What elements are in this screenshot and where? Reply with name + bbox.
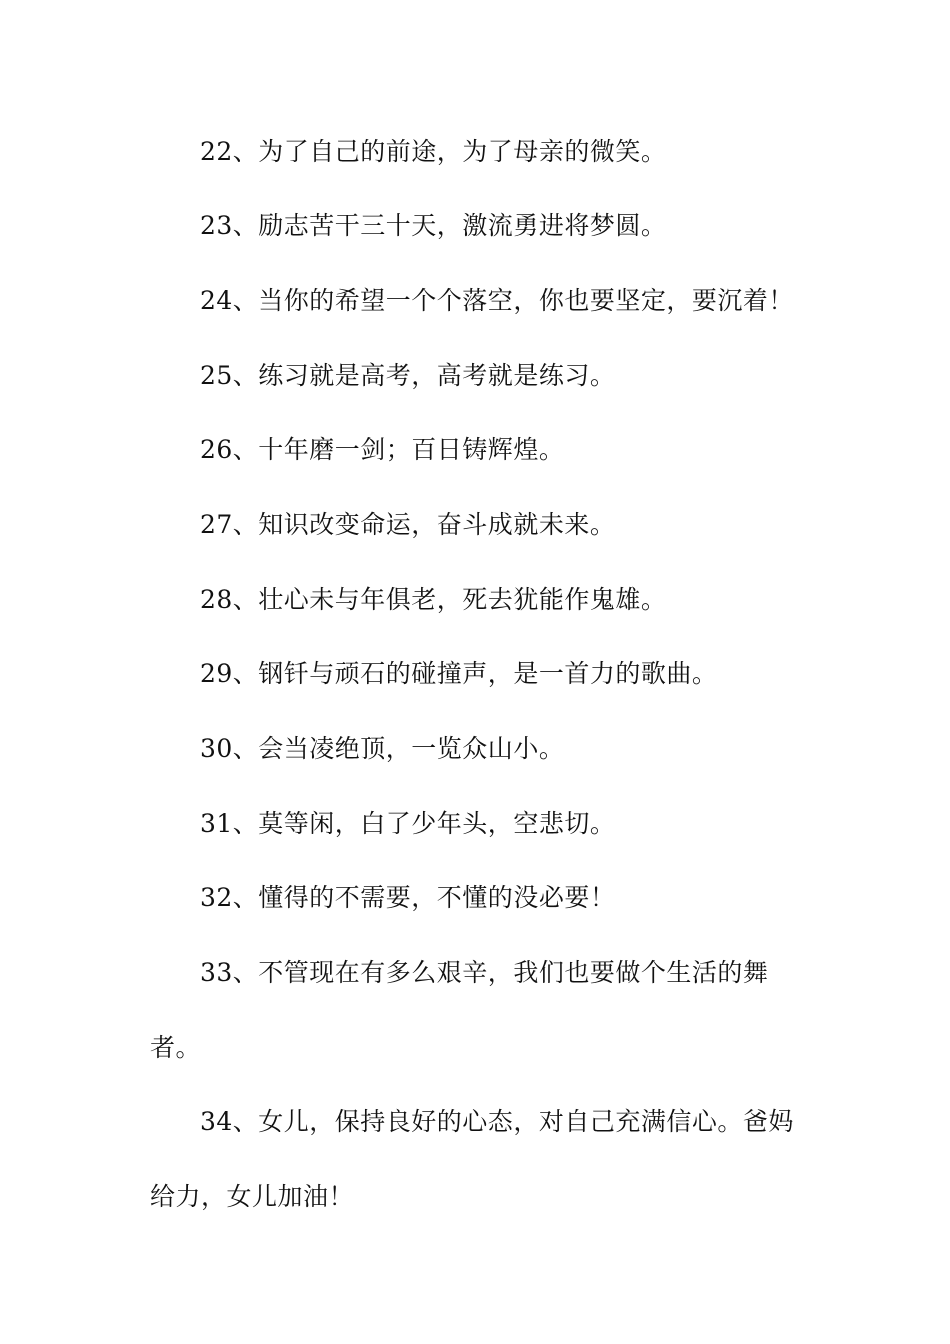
text-line-29: 29、钢钎与顽石的碰撞声，是一首力的歌曲。 [200, 659, 718, 688]
text-line-26: 26、十年磨一剑；百日铸辉煌。 [200, 435, 565, 464]
text-line-24: 24、当你的希望一个个落空，你也要坚定，要沉着！ [200, 286, 794, 315]
text-line-31: 31、莫等闲，白了少年头，空悲切。 [200, 809, 616, 838]
text-line-30: 30、会当凌绝顶，一览众山小。 [200, 734, 565, 763]
text-line-33-continued: 者。 [150, 1033, 202, 1062]
text-line-33: 33、不管现在有多么艰辛，我们也要做个生活的舞 [200, 958, 769, 987]
text-line-27: 27、知识改变命运，奋斗成就未来。 [200, 510, 616, 539]
text-line-23: 23、励志苦干三十天，激流勇进将梦圆。 [200, 211, 667, 240]
text-line-34: 34、女儿，保持良好的心态，对自己充满信心。爸妈 [200, 1107, 794, 1136]
text-line-25: 25、练习就是高考，高考就是练习。 [200, 361, 616, 390]
text-line-34-continued: 给力，女儿加油！ [150, 1182, 355, 1211]
text-line-28: 28、壮心未与年俱老，死去犹能作鬼雄。 [200, 585, 667, 614]
text-line-22: 22、为了自己的前途，为了母亲的微笑。 [200, 137, 667, 166]
text-line-32: 32、懂得的不需要，不懂的没必要！ [200, 883, 616, 912]
